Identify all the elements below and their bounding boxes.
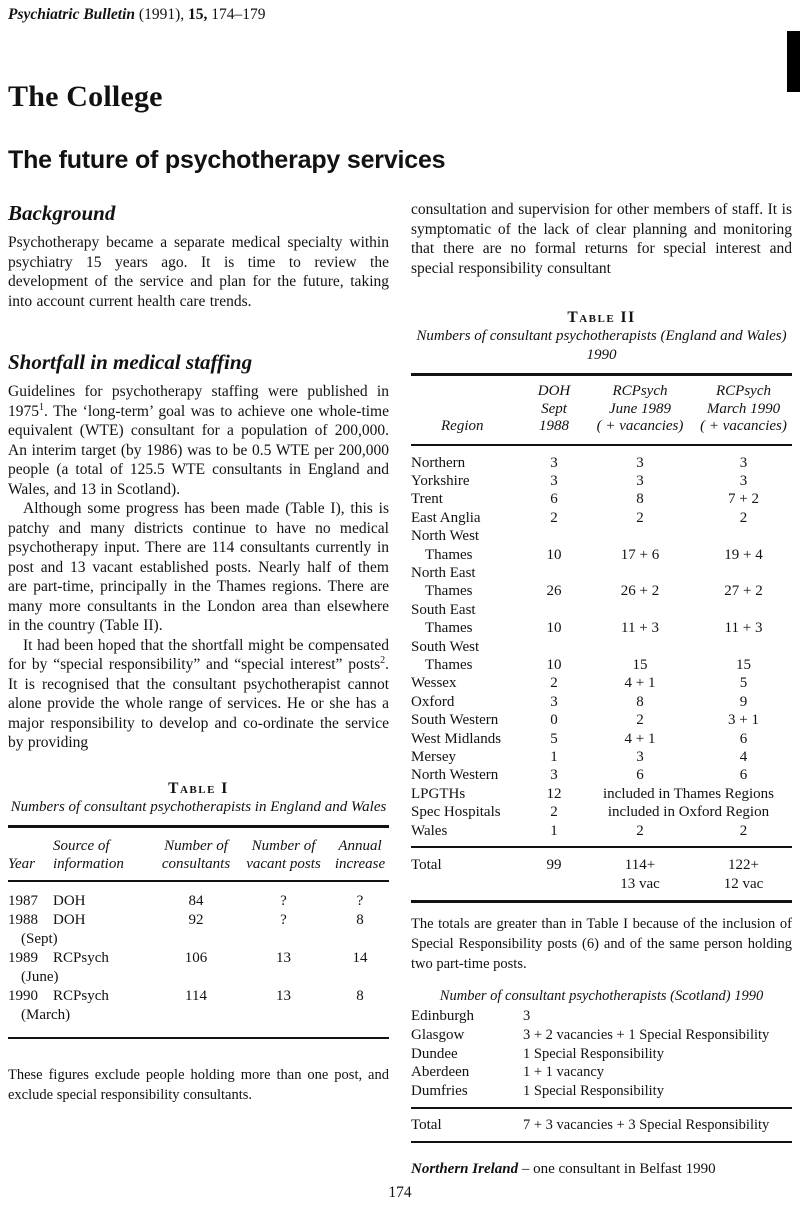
march1990-cell: 4 [739,749,748,765]
table-row [411,730,792,748]
table-row [411,1026,792,1045]
region-cell: Trent [411,491,443,508]
span-note-cell: included in Oxford Region [607,804,770,821]
left-column [8,200,389,1179]
region-cell: North Western [411,767,499,784]
value-cell: 3 [523,1008,531,1025]
doh-cell: 10 [546,656,562,673]
place-cell: Glasgow [411,1026,465,1043]
march1990-cell: 19 + 4 [724,546,763,563]
region-line1: North East [411,564,476,581]
paragraph-consultation: consultation and supervision for other members of staff. It is symptomatic of the lack of clear planning and monitoring that there are no formal returns for special interest and special responsibility consultant [411,201,792,277]
june1989-cell: 17 + 6 [620,546,660,563]
table-row [411,472,792,490]
year-cell: 1987 [8,892,38,909]
source-cell: RCPsych [53,949,109,966]
section-title: The College [8,80,163,113]
article-title: The future of psychotherapy services [8,146,446,174]
june1989-cell: 6 [636,767,644,784]
right-column [411,200,792,1179]
region-cell: Spec Hospitals [411,804,501,821]
scotland-bottom-rule [411,1141,792,1143]
region-line2: Thames [425,656,473,673]
table-row [8,911,389,949]
table-row [411,564,792,601]
march1990-cell: 7 + 2 [728,491,759,508]
doh-cell: 2 [550,509,558,526]
total-doh: 99 [546,857,562,874]
region-cell [411,601,523,638]
journal-pages: 174–179 [211,6,266,23]
june1989-cell: 15 [632,656,648,673]
region-cell [411,527,523,564]
header-line: DOH [537,383,571,399]
doh-cell: 5 [550,730,558,747]
vacant-cell: ? [280,892,287,909]
table-2-bottom-rule [411,900,792,903]
march1990-cell: 15 [736,656,751,673]
paragraph-background: Psychotherapy became a separate medical specialty within psychiatry 15 years ago. It is time to review the development of the service and plan for the future, taking into account current health care trends. [8,234,389,310]
paragraph-hoped-text-cont: . It is recognised that the consultant psychotherapist cannot alone provide the whole range of services. He or she has a major responsibility to develop and co-ordinate the service by providing [8,656,389,751]
table-1-header-row [8,828,389,880]
two-column-layout [8,200,792,1179]
doh-cell: 3 [550,693,558,710]
place-cell: Dundee [411,1045,458,1062]
june1989-cell: 2 [636,712,644,729]
region-line2: Thames [425,620,473,637]
total-value: 122+ [728,857,759,874]
table-2-caption: Numbers of consultant psychotherapists (England and Wales) 1990 [416,328,787,363]
doh-cell: 26 [546,583,562,600]
year-cell [8,949,59,987]
table-row [411,1007,792,1026]
doh-cell: 12 [546,785,562,802]
june1989-cell: 2 [636,822,644,839]
source-cell: RCPsych [53,987,109,1004]
doh-cell: 3 [550,454,558,471]
value-cell: 1 + 1 vacancy [523,1064,605,1081]
vacant-cell: 13 [276,949,291,966]
total-value: 7 + 3 vacancies + 3 Special Responsibility [523,1117,770,1134]
region-cell: Mersey [411,749,456,765]
region-line1: South West [411,638,480,655]
table-1-label: Table I [168,779,229,797]
year-cell [8,911,58,949]
year-subnote: (June) [21,968,59,985]
table-row [8,987,389,1025]
northern-ireland-note [411,1160,792,1179]
region-cell: LPGTHs [411,785,466,802]
journal-year: (1991), [138,6,188,23]
table-row [411,693,792,711]
total-vacancies: 13 vac [620,875,660,892]
span-note-cell: included in Thames Regions [603,785,774,802]
year-value: 1990 [8,987,38,1004]
column-header-consultants: Number of consultants [161,837,231,872]
region-line1: South East [411,601,476,618]
value-cell: 1 Special Responsibility [523,1083,664,1100]
journal-volume: 15, [187,6,212,23]
march1990-cell: 6 [739,730,748,747]
march1990-cell: 2 [739,822,748,839]
header-line: ( + vacancies) [596,418,684,434]
place-cell: Dumfries [411,1083,468,1100]
march1990-cell: 11 + 3 [724,620,763,637]
doh-cell: 2 [550,675,558,692]
northern-ireland-label: Northern Ireland [411,1161,519,1178]
june1989-cell: 2 [636,509,644,526]
consultants-cell: 92 [188,911,204,928]
header-line: 1988 [539,418,569,434]
header-line: June 1989 [608,400,672,417]
page-number: 174 [388,1184,412,1201]
table-2-header-row [411,376,792,444]
region-cell: Wales [411,822,448,839]
doh-cell: 2 [550,804,558,821]
column-header-june1989 [585,383,695,436]
scotland-table [411,987,792,1143]
march1990-cell: 6 [739,767,748,784]
region-cell: Northern [411,454,466,471]
table-row [411,490,792,508]
place-cell: Edinburgh [411,1008,475,1025]
header-line: ( + vacancies) [700,418,787,434]
table-row [411,766,792,784]
table-2-label: Table II [567,309,636,326]
table-1-caption: Numbers of consultant psychotherapists in England and Wales [10,798,387,815]
scotland-caption: Number of consultant psychotherapists (Scotland) 1990 [439,988,764,1005]
march1990-cell: 2 [739,509,748,526]
march1990-cell: 3 [739,472,748,489]
table-2-body [411,446,792,847]
june1989-cell: 8 [636,491,644,508]
region-cell: East Anglia [411,509,481,526]
june1989-cell: 26 + 2 [620,583,660,600]
column-header-increase: Annual increase [334,837,386,872]
region-cell: South Western [411,712,499,729]
doh-cell: 3 [550,472,558,489]
total-label: Total [411,1117,442,1134]
scan-artifact-bar [787,31,800,92]
footnote-ref-1: 1 [39,401,44,413]
table-row [411,638,792,675]
table-row [411,509,792,527]
total-label: Total [411,857,442,874]
june1989-cell: 3 [636,472,644,489]
header-line: Sept [541,400,567,417]
column-header-vacant: Number of vacant posts [246,837,321,872]
doh-cell: 0 [550,712,558,729]
increase-cell: 14 [352,949,368,966]
vacant-cell: 13 [276,987,291,1004]
table-2-total-row [411,848,792,900]
consultants-cell: 84 [188,892,204,909]
column-header-region: Region [441,418,484,434]
table-row [411,527,792,564]
table-2-footnote: The totals are greater than in Table I because of the inclusion of Special Responsibility posts (6) and of the same person holding two part-time posts. [411,916,792,973]
table-row [411,454,792,472]
header-line: RCPsych [716,383,771,399]
northern-ireland-text: – one consultant in Belfast 1990 [518,1161,716,1178]
table-row [411,803,792,821]
year-subnote: (March) [21,1006,71,1023]
table-row [411,1082,792,1101]
table-row [411,748,792,766]
doh-cell: 1 [550,822,558,839]
column-header-march1990 [695,383,792,436]
place-cell: Aberdeen [411,1064,470,1081]
doh-cell: 10 [546,546,562,563]
june1989-cell: 11 + 3 [621,620,659,637]
heading-background: Background [8,201,116,225]
march1990-cell: 3 [739,454,748,471]
june1989-cell: 8 [636,693,644,710]
value-cell: 3 + 2 vacancies + 1 Special Responsibility [523,1026,770,1043]
region-line2: Thames [425,583,473,600]
table-1-bottom-rule [8,1037,389,1039]
column-header-source: Source of information [53,837,124,872]
table-row [411,711,792,729]
paragraph-hoped-text: It had been hoped that the shortfall might be compensated for by “special responsibility” and “special interest” posts [8,636,389,673]
doh-cell: 10 [546,620,562,637]
increase-cell: 8 [356,911,364,928]
heading-shortfall: Shortfall in medical staffing [8,350,253,374]
table-1 [8,779,389,1105]
consultants-cell: 106 [184,949,208,966]
table-row [8,892,389,911]
june1989-cell: 4 + 1 [624,730,656,747]
march1990-cell: 3 + 1 [728,712,759,729]
year-value: 1988 [8,911,38,928]
doh-cell: 3 [550,767,558,784]
consultants-cell: 114 [185,987,207,1004]
region-cell: Yorkshire [411,472,470,489]
region-cell: Oxford [411,693,455,710]
paragraph-progress: Although some progress has been made (Table I), this is patchy and many districts continue to have no medical psychotherapy input. There are 114 consultants currently in post and 13 vacant established posts. Nearly half of them are part-time, principally in the Thames regions. There are many more consultants in the London area than elsewhere in the country (Table II). [8,500,389,634]
region-cell [411,564,523,601]
table-1-body [8,882,389,1037]
header-line: RCPsych [612,383,668,399]
doh-cell: 1 [550,749,558,765]
value-cell: 1 Special Responsibility [523,1045,664,1062]
region-line1: North West [411,528,480,545]
table-row [411,674,792,692]
year-subnote: (Sept) [21,930,58,947]
table-row [8,949,389,987]
paragraph-guidelines-text: Guidelines for psychotherapy staffing were published in 1975 [8,383,389,420]
footnote-ref-2: 2 [380,654,386,666]
total-value: 114+ [624,857,656,874]
march1990-cell: 5 [739,675,748,692]
year-cell [8,987,71,1025]
vacant-cell: ? [280,911,287,928]
paragraph-guidelines-text-cont: . The ‘long-term’ goal was to achieve one whole-time equivalent (WTE) consultant for a population of 200,000. An interim target (by 1986) was to be 0.5 WTE per 200,000 people (a total of 125.5 WTE consultants in England and Wales, and 13 in Scotland). [8,402,389,498]
column-header-doh [523,383,585,436]
june1989-cell: 3 [636,749,644,765]
table-1-footnote: These figures exclude people holding more than one post, and exclude special responsibility consultants. [8,1066,389,1103]
scotland-total-row [411,1109,792,1141]
year-value: 1989 [8,949,38,966]
paragraph-guidelines [8,382,389,499]
march1990-cell: 27 + 2 [724,583,763,600]
doh-cell: 6 [550,491,558,508]
june1989-cell: 3 [636,454,644,471]
region-line2: Thames [425,546,473,563]
increase-cell: ? [356,892,364,909]
region-cell: Wessex [411,675,457,692]
table-row [411,785,792,803]
column-header-year: Year [8,855,35,872]
table-row [411,601,792,638]
source-cell: DOH [53,892,86,909]
region-cell: West Midlands [411,730,502,747]
source-cell: DOH [53,911,86,928]
june1989-cell: 4 + 1 [624,675,656,692]
journal-masthead [8,6,265,24]
paragraph-hoped [8,636,389,753]
journal-name: Psychiatric Bulletin [8,6,139,23]
total-march1990 [695,856,792,893]
table-row [411,822,792,840]
table-row [411,1063,792,1082]
table-row [411,1045,792,1064]
table-2 [411,308,792,974]
region-cell [411,638,523,675]
march1990-cell: 9 [739,693,748,710]
header-line: March 1990 [706,400,781,417]
total-vacancies: 12 vac [723,875,764,892]
total-june1989 [585,856,695,893]
increase-cell: 8 [356,987,364,1004]
